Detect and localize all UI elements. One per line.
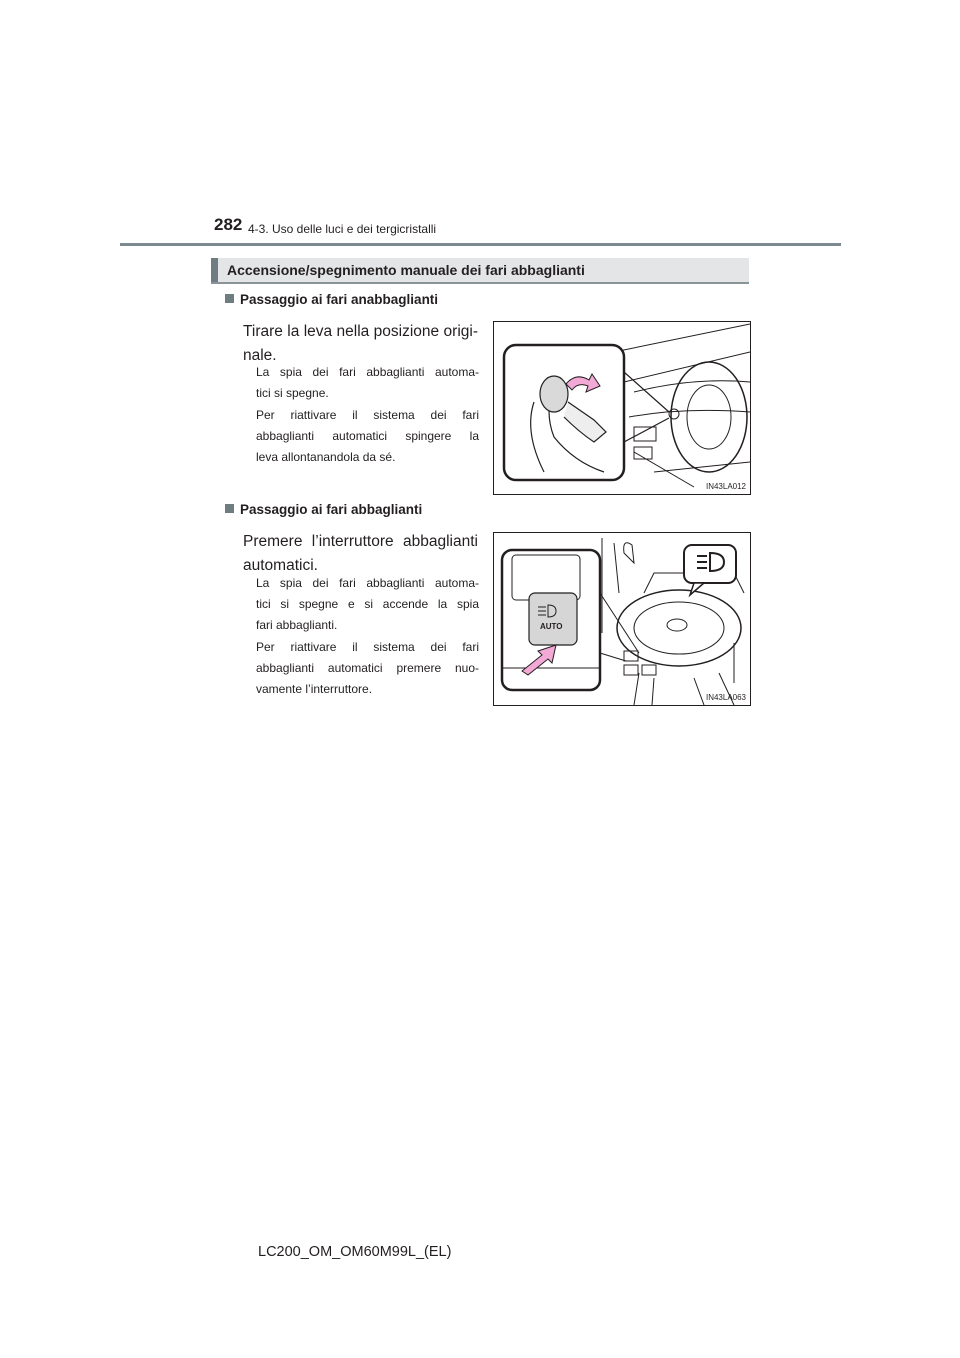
header-divider xyxy=(120,243,841,246)
square-bullet-icon xyxy=(225,294,234,303)
note-low-beam-1: La spia dei fari abbaglianti automa- tici si spegne. xyxy=(256,365,479,400)
section-heading xyxy=(211,258,749,284)
auto-high-beam-button xyxy=(529,593,577,645)
figure-auto-switch xyxy=(493,532,751,706)
zoom-callout xyxy=(504,345,624,480)
instruction-high-beam: Premere l’interruttore abbaglianti automatici. xyxy=(243,533,478,574)
heading-accent xyxy=(211,258,218,282)
page-number: 282 xyxy=(214,215,243,234)
note-low-beam-2: Per riattivare il sistema dei fari abbaglianti automatici spingere la leva allontanandola da sé. xyxy=(256,408,479,464)
figure-code: IN43LA063 xyxy=(705,693,746,702)
section-title: 4-3. Uso delle luci e dei tergicristalli xyxy=(248,222,437,236)
switch-illustration xyxy=(494,533,750,705)
figure-lever-pull xyxy=(493,321,751,495)
figure-code: IN43LA012 xyxy=(705,482,746,491)
lever-illustration xyxy=(494,322,750,494)
section-heading-text: Accensione/spegnimento manuale dei fari abbaglianti xyxy=(227,262,585,278)
subheading-high-beam: Passaggio ai fari abbaglianti xyxy=(225,502,422,517)
instruction-low-beam: Tirare la leva nella posizione origi- nale. xyxy=(243,323,478,364)
auto-label: AUTO xyxy=(540,622,563,631)
subheading-low-beam: Passaggio ai fari anabbaglianti xyxy=(225,292,438,307)
note-high-beam-2: Per riattivare il sistema dei fari abbaglianti automatici premere nuo- vamente l’interruttore. xyxy=(256,640,479,696)
note-high-beam-1: La spia dei fari abbaglianti automa- tici si spegne e si accende la spia fari abbaglianti. xyxy=(256,576,479,632)
footer-document-code: LC200_OM_OM60M99L_(EL) xyxy=(258,1244,452,1260)
square-bullet-icon xyxy=(225,504,234,513)
